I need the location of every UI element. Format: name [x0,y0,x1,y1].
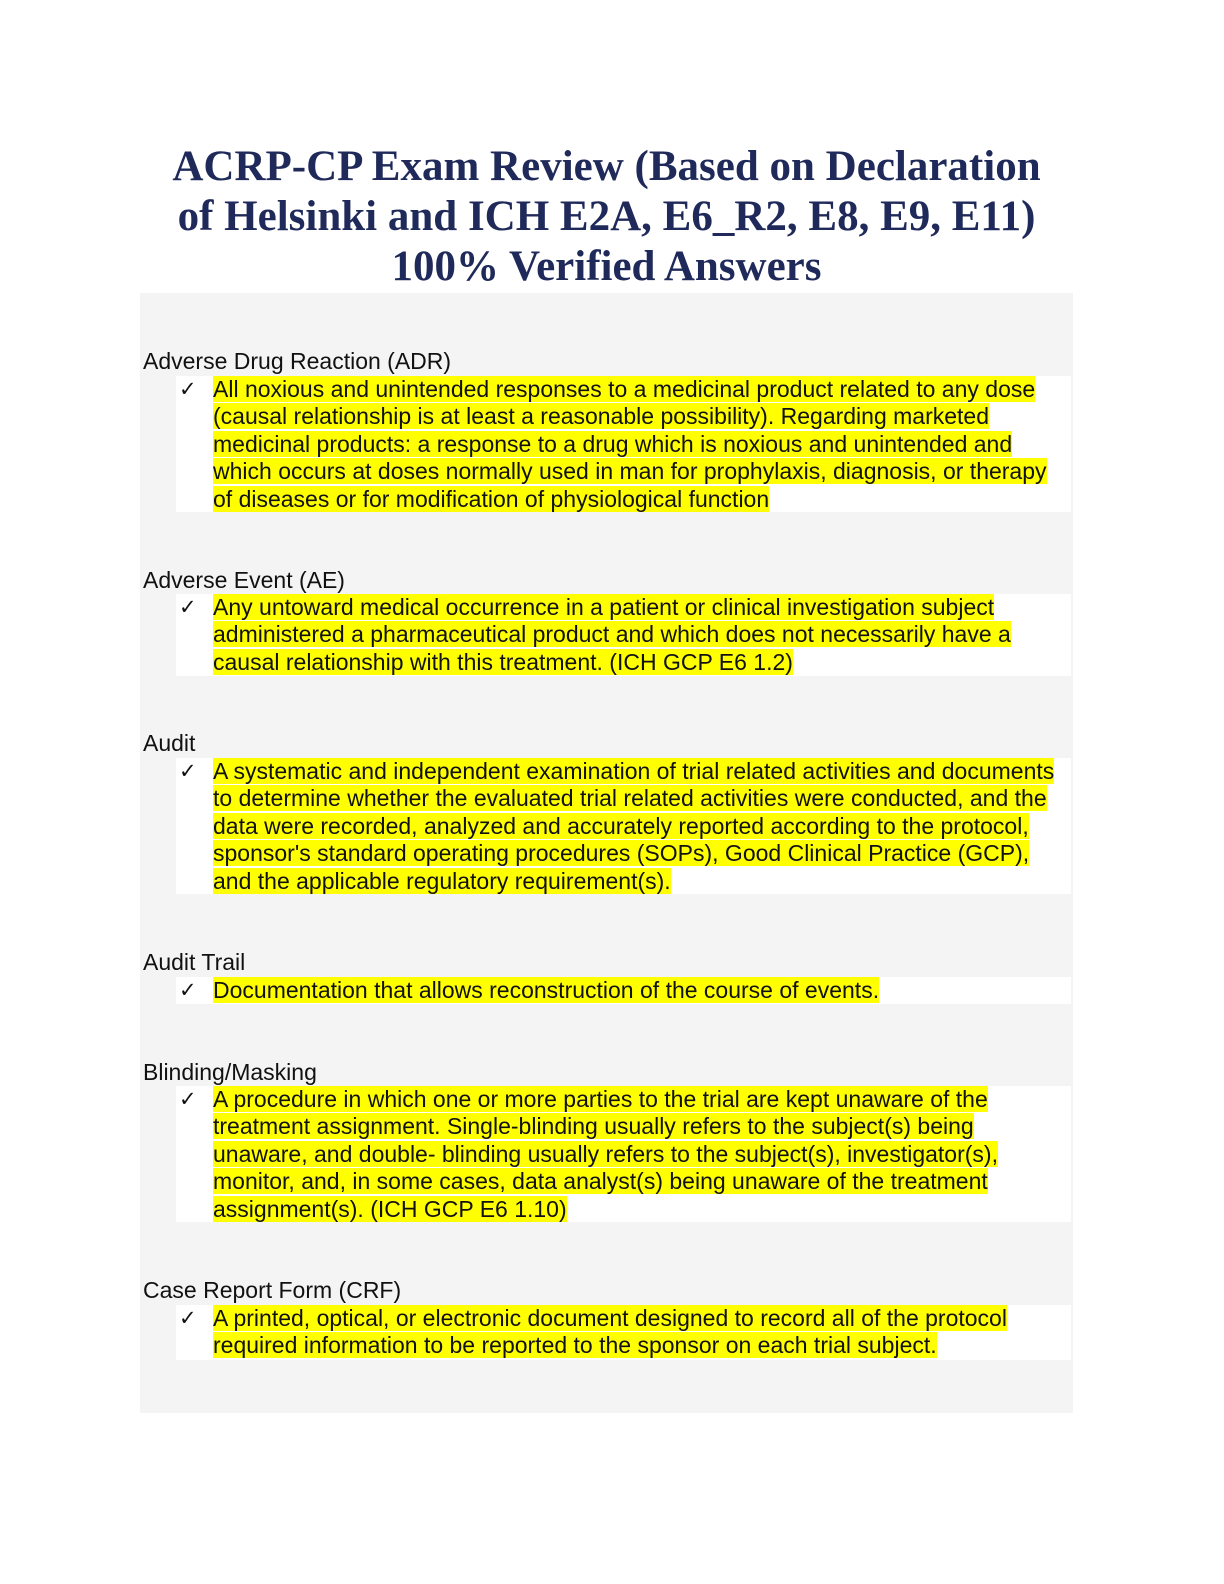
check-mark-icon: ✓ [179,595,197,619]
document-title [140,142,1073,292]
definition-text: All noxious and unintended responses to a medicinal product related to any dose (causal relationship is at least a reasonable possibility). Regarding marketed medicinal products: a response to a drug which is noxious and unintended and which occurs at doses normally used in man for prophylaxis, diagnosis, or therapy of diseases or for modification of physiological function [213,376,1047,512]
definition-text: A printed, optical, or electronic document designed to record all of the protocol required information to be reported to the sponsor on each trial subject. [213,1305,1007,1359]
definition-text: Documentation that allows reconstruction of the course of events. [213,977,880,1003]
definition-adverse-drug-reaction [176,376,1071,512]
check-mark-icon: ✓ [179,1087,197,1111]
title-line-1: ACRP-CP Exam Review (Based on Declaration [172,143,1041,190]
definition-case-report-form [176,1305,1071,1360]
definition-audit [176,758,1071,894]
definition-adverse-event [176,594,1071,676]
check-mark-icon: ✓ [179,1306,197,1330]
title-line-2: of Helsinki and ICH E2A, E6_R2, E8, E9, E11) [177,193,1036,240]
definition-audit-trail [176,977,1071,1004]
check-mark-icon: ✓ [179,978,197,1002]
term-case-report-form: Case Report Form (CRF) [143,1277,402,1303]
term-adverse-event: Adverse Event (AE) [143,567,345,593]
check-mark-icon: ✓ [179,759,197,783]
definition-text: A procedure in which one or more parties to the trial are kept unaware of the treatment assignment. Single-blinding usually refers to the subject(s) being unaware, and double- blinding usually refers to the subject(s), investigator(s), monitor, and, in some cases, data analyst(s) being unaware of the treatment assignment(s). (ICH GCP E6 1.10) [213,1086,998,1222]
definition-blinding-masking [176,1086,1071,1222]
check-mark-icon: ✓ [179,377,197,401]
term-blinding-masking: Blinding/Masking [143,1059,317,1085]
term-adverse-drug-reaction: Adverse Drug Reaction (ADR) [143,348,452,374]
title-line-3: 100% Verified Answers [391,243,822,290]
term-audit: Audit [143,730,196,756]
definition-text: Any untoward medical occurrence in a patient or clinical investigation subject administered a pharmaceutical product and which does not necessarily have a causal relationship with this treatment. (ICH GCP E6 1.2) [213,594,1011,675]
term-audit-trail: Audit Trail [143,949,246,975]
definition-text: A systematic and independent examination of trial related activities and documents to determine whether the evaluated trial related activities were conducted, and the data were recorded, analyzed and accurately reported according to the protocol, sponsor's standard operating procedures (SOPs), Good Clinical Practice (GCP), and the applicable regulatory requirement(s). [213,758,1055,894]
